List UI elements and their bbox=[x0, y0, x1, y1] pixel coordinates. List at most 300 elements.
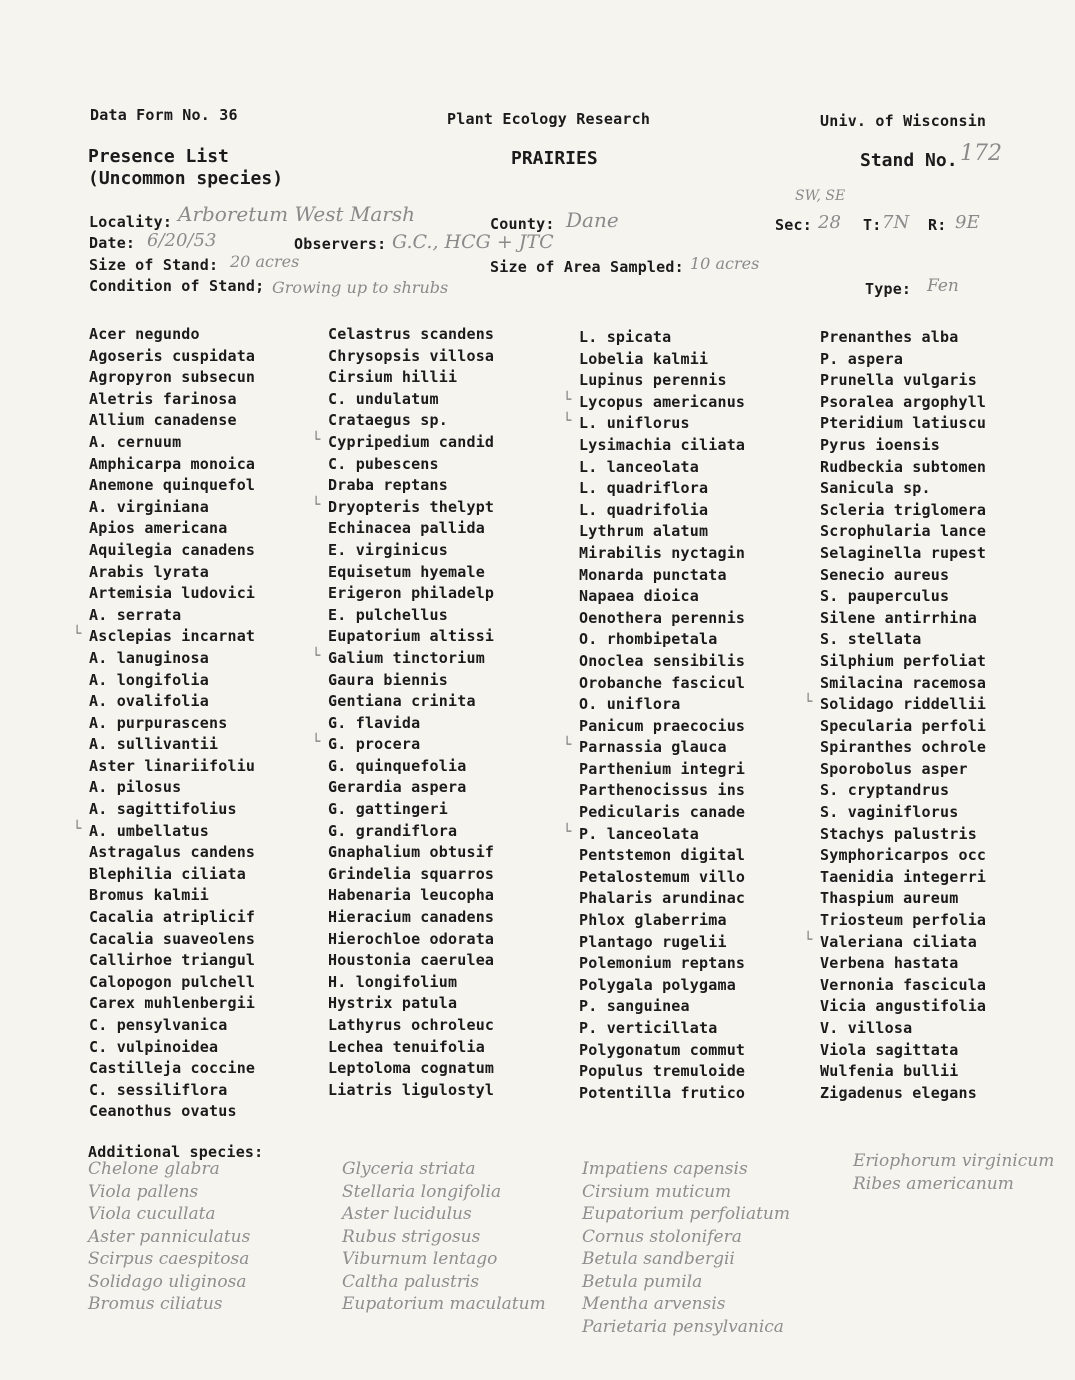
species-row bbox=[328, 929, 494, 951]
species-name: L. quadriflora bbox=[579, 479, 709, 498]
species-row bbox=[820, 370, 986, 392]
additional-species-item: Cirsium muticum bbox=[582, 1181, 732, 1202]
date-label: Date: bbox=[89, 234, 136, 252]
category-title: PRAIRIES bbox=[511, 148, 598, 169]
species-name: S. pauperculus bbox=[820, 587, 950, 606]
species-row bbox=[89, 518, 255, 540]
species-name: Mirabilis nyctagin bbox=[579, 543, 746, 562]
species-row bbox=[820, 1083, 986, 1105]
species-row bbox=[579, 1018, 745, 1040]
species-row bbox=[579, 370, 745, 392]
county-label: County: bbox=[490, 215, 555, 233]
species-row bbox=[328, 1080, 494, 1102]
species-row bbox=[820, 1061, 986, 1083]
species-row bbox=[328, 518, 494, 540]
species-name: Vicia angustifolia bbox=[820, 997, 987, 1016]
additional-species-column-4 bbox=[853, 1150, 1054, 1195]
species-name: Gaura biennis bbox=[328, 670, 448, 689]
species-name: Lythrum alatum bbox=[579, 522, 709, 541]
species-name: Panicum praecocius bbox=[579, 716, 746, 735]
species-name: Agropyron subsecun bbox=[89, 368, 256, 387]
species-name: Anemone quinquefol bbox=[89, 476, 256, 495]
species-row bbox=[820, 651, 986, 673]
species-name: Rudbeckia subtomen bbox=[820, 457, 987, 476]
species-name: Oenothera perennis bbox=[579, 608, 746, 627]
species-row bbox=[563, 737, 745, 759]
species-row bbox=[89, 1015, 255, 1037]
species-name: Galium tinctorium bbox=[328, 648, 485, 667]
species-column-4 bbox=[804, 327, 987, 1104]
species-name: Dryopteris thelypt bbox=[328, 497, 495, 516]
species-row bbox=[579, 500, 745, 522]
check-mark-icon: └ bbox=[563, 737, 572, 754]
additional-species-item: Eupatorium maculatum bbox=[342, 1294, 546, 1314]
township-label: T: bbox=[863, 216, 882, 234]
additional-species-item: Mentha arvensis bbox=[582, 1294, 726, 1314]
species-row bbox=[328, 410, 494, 432]
species-row bbox=[328, 993, 494, 1015]
species-name: A. sagittifolius bbox=[89, 800, 237, 819]
species-name: G. quinquefolia bbox=[328, 756, 467, 775]
additional-species-item: Cornus stolonifera bbox=[582, 1226, 742, 1247]
species-row bbox=[89, 972, 255, 994]
additional-species-item: Aster lucidulus bbox=[342, 1204, 472, 1224]
type-value: Fen bbox=[927, 276, 959, 296]
species-name: Pentstemon digital bbox=[579, 846, 746, 865]
species-name: P. sanguinea bbox=[579, 997, 690, 1016]
species-row bbox=[89, 842, 255, 864]
species-row bbox=[89, 1037, 255, 1059]
species-row bbox=[579, 975, 745, 997]
additional-species-item: Aster panniculatus bbox=[88, 1226, 251, 1247]
species-row bbox=[820, 824, 986, 846]
species-name: Apios americana bbox=[89, 519, 228, 538]
species-row bbox=[328, 1015, 494, 1037]
species-row bbox=[89, 713, 255, 735]
species-row bbox=[328, 842, 494, 864]
species-row bbox=[328, 346, 494, 368]
species-row bbox=[820, 802, 986, 824]
additional-species-item: Rubus strigosus bbox=[342, 1226, 481, 1247]
check-mark-icon: └ bbox=[804, 694, 813, 711]
species-row bbox=[820, 435, 986, 457]
species-row bbox=[579, 457, 745, 479]
species-row bbox=[89, 605, 255, 627]
additional-species-column-1 bbox=[88, 1158, 250, 1316]
species-name: G. flavida bbox=[328, 713, 421, 732]
species-name: Prenanthes alba bbox=[820, 328, 959, 346]
additional-species-item: Chelone glabra bbox=[88, 1159, 220, 1179]
additional-species-item: Glyceria striata bbox=[342, 1159, 476, 1179]
species-row bbox=[820, 608, 986, 630]
species-row bbox=[563, 413, 745, 435]
species-name: Wulfenia bullii bbox=[820, 1062, 959, 1081]
species-row bbox=[579, 349, 745, 371]
species-row bbox=[89, 993, 255, 1015]
additional-species-item: Viola pallens bbox=[88, 1181, 199, 1202]
species-row bbox=[89, 907, 255, 929]
species-name: Amphicarpa monoica bbox=[89, 454, 256, 473]
check-mark-icon: └ bbox=[73, 820, 82, 837]
species-row bbox=[820, 586, 986, 608]
species-name: Calopogon pulchell bbox=[89, 972, 256, 991]
species-name: Lathyrus ochroleuc bbox=[328, 1016, 495, 1034]
species-name: Castilleja coccine bbox=[89, 1059, 256, 1078]
species-row bbox=[579, 996, 745, 1018]
species-name: Blephilia ciliata bbox=[89, 864, 246, 883]
species-row bbox=[579, 565, 745, 587]
species-name: Solidago riddellii bbox=[820, 695, 987, 714]
species-row bbox=[328, 367, 494, 389]
species-row bbox=[89, 454, 255, 476]
species-row bbox=[579, 629, 745, 651]
species-name: A. serrata bbox=[89, 605, 182, 624]
stand-number-label: Stand No. bbox=[860, 150, 958, 171]
species-name: Thaspium aureum bbox=[820, 889, 959, 908]
species-row bbox=[89, 864, 255, 886]
species-row bbox=[579, 608, 745, 630]
species-name: A. sullivantii bbox=[89, 735, 219, 754]
check-mark-icon: └ bbox=[563, 823, 572, 840]
species-row bbox=[579, 1083, 745, 1105]
species-name: Astragalus candens bbox=[89, 843, 256, 862]
species-name: L. quadrifolia bbox=[579, 500, 709, 519]
species-row bbox=[73, 820, 255, 843]
species-row bbox=[820, 673, 986, 695]
additional-species-label: Additional species: bbox=[88, 1143, 264, 1161]
additional-species-column-3 bbox=[582, 1158, 790, 1338]
species-name: O. rhombipetala bbox=[579, 630, 718, 649]
additional-species-item: Parietaria pensylvanica bbox=[582, 1316, 784, 1337]
species-name: Silphium perfoliat bbox=[820, 651, 987, 670]
species-row bbox=[579, 867, 745, 889]
date-value: 6/20/53 bbox=[147, 230, 217, 251]
species-name: Symphoricarpos occ bbox=[820, 846, 987, 865]
species-row bbox=[820, 867, 986, 889]
species-name: Lechea tenuifolia bbox=[328, 1037, 485, 1056]
size-of-area-value: 10 acres bbox=[690, 254, 760, 273]
sec-label: Sec: bbox=[775, 216, 812, 234]
species-row bbox=[328, 907, 494, 929]
species-name: G. procera bbox=[328, 735, 421, 754]
species-row bbox=[89, 410, 255, 432]
species-row bbox=[579, 716, 745, 738]
species-name: P. lanceolata bbox=[579, 824, 699, 843]
species-row bbox=[563, 823, 745, 846]
species-row bbox=[89, 670, 255, 692]
species-name: Bromus kalmii bbox=[89, 886, 209, 905]
sec-annotation: SW, SE bbox=[795, 188, 846, 204]
species-name: Erigeron philadelp bbox=[328, 584, 495, 603]
species-row bbox=[579, 651, 745, 673]
species-row bbox=[89, 324, 255, 346]
species-row bbox=[89, 777, 255, 799]
species-name: Parthenium integri bbox=[579, 759, 746, 778]
species-name: S. cryptandrus bbox=[820, 781, 950, 800]
additional-species-item: Bromus ciliatus bbox=[88, 1294, 223, 1314]
species-name: Cacalia suaveolens bbox=[89, 929, 256, 948]
species-row bbox=[820, 543, 986, 565]
species-name: V. villosa bbox=[820, 1019, 913, 1037]
species-name: P. aspera bbox=[820, 349, 904, 368]
species-row bbox=[820, 521, 986, 543]
species-name: Ceanothus ovatus bbox=[89, 1102, 237, 1121]
observers-label: Observers: bbox=[294, 235, 387, 253]
species-row bbox=[312, 496, 495, 519]
species-row bbox=[312, 734, 494, 756]
species-row bbox=[820, 845, 986, 867]
check-mark-icon: └ bbox=[563, 391, 572, 408]
species-row bbox=[328, 777, 494, 799]
species-name: Liatris ligulostyl bbox=[328, 1080, 495, 1099]
species-name: A. lanuginosa bbox=[89, 648, 209, 667]
species-name: Parnassia glauca bbox=[579, 738, 727, 757]
species-name: Allium canadense bbox=[89, 411, 237, 430]
check-mark-icon: └ bbox=[563, 413, 572, 430]
species-row bbox=[579, 1040, 745, 1062]
check-mark-icon: └ bbox=[73, 626, 82, 643]
species-name: Gentiana crinita bbox=[328, 692, 476, 711]
species-row bbox=[73, 626, 256, 648]
species-name: Lupinus perennis bbox=[579, 371, 727, 390]
species-column-2 bbox=[312, 324, 495, 1101]
species-column-1 bbox=[73, 324, 256, 1123]
species-row bbox=[328, 691, 494, 713]
species-name: Gnaphalium obtusif bbox=[328, 843, 495, 862]
check-mark-icon: └ bbox=[804, 931, 813, 948]
species-row bbox=[579, 694, 745, 716]
observers-value: G.C., HCG + JTC bbox=[392, 231, 554, 253]
additional-species-item: Betula pumila bbox=[582, 1271, 703, 1292]
species-name: Aletris farinosa bbox=[89, 389, 237, 408]
species-name: Valeriana ciliata bbox=[820, 932, 977, 951]
species-name: C. pensylvanica bbox=[89, 1016, 228, 1034]
species-name: Vernonia fascicula bbox=[820, 975, 987, 994]
type-label: Type: bbox=[865, 280, 912, 298]
additional-species-item: Scirpus caespitosa bbox=[88, 1249, 250, 1269]
species-name: Gerardia aspera bbox=[328, 778, 467, 797]
stand-number-value: 172 bbox=[960, 141, 1002, 166]
species-name: Polygonatum commut bbox=[579, 1040, 746, 1059]
species-row bbox=[328, 713, 494, 735]
species-row bbox=[328, 475, 494, 497]
additional-species-item: Caltha palustris bbox=[342, 1271, 480, 1292]
species-name: Selaginella rupest bbox=[820, 543, 987, 562]
species-row bbox=[579, 327, 745, 349]
size-of-stand-label: Size of Stand: bbox=[89, 256, 219, 274]
species-name: Smilacina racemosa bbox=[820, 673, 987, 692]
additional-species-item: Stellaria longifolia bbox=[342, 1181, 502, 1202]
species-row bbox=[328, 454, 494, 476]
species-name: Scleria triglomera bbox=[820, 500, 987, 519]
species-row bbox=[804, 694, 987, 716]
species-name: Sanicula sp. bbox=[820, 479, 931, 498]
species-row bbox=[820, 953, 986, 975]
range-value: 9E bbox=[955, 212, 980, 233]
species-row bbox=[328, 389, 494, 411]
species-name: A. ovalifolia bbox=[89, 692, 209, 711]
check-mark-icon: └ bbox=[312, 496, 321, 513]
species-row bbox=[89, 1101, 255, 1123]
species-name: Populus tremuloide bbox=[579, 1062, 746, 1081]
species-name: Silene antirrhina bbox=[820, 608, 977, 627]
species-name: G. gattingeri bbox=[328, 800, 448, 819]
species-name: Viola sagittata bbox=[820, 1040, 959, 1059]
condition-label: Condition of Stand; bbox=[89, 277, 265, 295]
species-row bbox=[579, 932, 745, 954]
form-number: Data Form No. 36 bbox=[90, 106, 238, 124]
species-name: A. cernuum bbox=[89, 432, 182, 451]
species-name: S. vaginiflorus bbox=[820, 803, 959, 822]
species-name: Phalaris arundinac bbox=[579, 889, 746, 908]
additional-species-item: Viburnum lentago bbox=[342, 1249, 498, 1269]
species-row bbox=[579, 435, 745, 457]
species-row bbox=[579, 845, 745, 867]
species-name: C. undulatum bbox=[328, 389, 439, 408]
township-value: 7N bbox=[882, 212, 910, 233]
species-name: Equisetum hyemale bbox=[328, 562, 485, 581]
species-row bbox=[820, 327, 986, 349]
additional-species-item: Solidago uliginosa bbox=[88, 1271, 247, 1292]
species-name: Asclepias incarnat bbox=[89, 627, 256, 646]
species-row bbox=[820, 1040, 986, 1062]
species-row bbox=[89, 756, 255, 778]
locality-value: Arboretum West Marsh bbox=[178, 202, 416, 226]
species-row bbox=[328, 885, 494, 907]
species-row bbox=[328, 1037, 494, 1059]
species-row bbox=[820, 888, 986, 910]
condition-value: Growing up to shrubs bbox=[272, 278, 449, 297]
additional-species-item: Ribes americanum bbox=[853, 1173, 1014, 1194]
species-name: L. uniflorus bbox=[579, 414, 690, 433]
species-row bbox=[89, 1058, 255, 1080]
species-name: E. virginicus bbox=[328, 540, 448, 559]
species-row bbox=[328, 950, 494, 972]
species-name: Habenaria leucopha bbox=[328, 886, 495, 905]
species-row bbox=[89, 950, 255, 972]
species-name: Pyrus ioensis bbox=[820, 435, 940, 454]
species-row bbox=[328, 821, 494, 843]
species-row bbox=[328, 562, 494, 584]
species-column-3 bbox=[563, 327, 746, 1104]
species-row bbox=[89, 367, 255, 389]
species-row bbox=[820, 759, 986, 781]
species-row bbox=[579, 802, 745, 824]
species-name: Grindelia squarros bbox=[328, 864, 495, 883]
species-name: Leptoloma cognatum bbox=[328, 1059, 495, 1078]
size-of-area-label: Size of Area Sampled: bbox=[490, 258, 684, 276]
species-name: Plantago rugelii bbox=[579, 932, 727, 951]
species-name: Lycopus americanus bbox=[579, 392, 746, 411]
species-row bbox=[820, 349, 986, 371]
species-name: Callirhoe triangul bbox=[89, 951, 256, 970]
species-name: Potentilla frutico bbox=[579, 1083, 746, 1102]
species-row bbox=[579, 543, 745, 565]
species-name: C. sessiliflora bbox=[89, 1080, 228, 1099]
species-row bbox=[312, 431, 495, 454]
species-name: Draba reptans bbox=[328, 476, 448, 495]
species-name: E. pulchellus bbox=[328, 605, 448, 624]
species-name: P. verticillata bbox=[579, 1019, 718, 1037]
check-mark-icon: └ bbox=[312, 647, 321, 664]
species-name: Monarda punctata bbox=[579, 565, 727, 584]
species-name: Celastrus scandens bbox=[328, 325, 495, 343]
species-row bbox=[89, 475, 255, 497]
species-row bbox=[89, 562, 255, 584]
species-row bbox=[579, 953, 745, 975]
species-name: C. vulpinoidea bbox=[89, 1037, 219, 1056]
species-row bbox=[820, 975, 986, 997]
species-row bbox=[89, 389, 255, 411]
species-row bbox=[328, 799, 494, 821]
species-row bbox=[579, 780, 745, 802]
species-row bbox=[328, 540, 494, 562]
page-subtitle: (Uncommon species) bbox=[88, 168, 284, 189]
species-name: Onoclea sensibilis bbox=[579, 651, 746, 670]
check-mark-icon: └ bbox=[312, 431, 321, 448]
species-name: Pteridium latiuscu bbox=[820, 414, 987, 433]
species-name: Parthenocissus ins bbox=[579, 781, 746, 800]
species-name: Specularia perfoli bbox=[820, 716, 987, 735]
species-row bbox=[820, 716, 986, 738]
species-name: Eupatorium altissi bbox=[328, 627, 495, 646]
species-row bbox=[579, 478, 745, 500]
species-name: Lysimachia ciliata bbox=[579, 435, 746, 454]
species-name: Echinacea pallida bbox=[328, 519, 485, 538]
additional-species-item: Eriophorum virginicum bbox=[853, 1151, 1055, 1171]
species-name: Cypripedium candid bbox=[328, 432, 495, 451]
species-name: Psoralea argophyll bbox=[820, 392, 987, 411]
additional-species-column-2 bbox=[342, 1158, 546, 1316]
species-name: Polygala polygama bbox=[579, 975, 736, 994]
species-name: Artemisia ludovici bbox=[89, 584, 256, 603]
species-name: Cacalia atriplicif bbox=[89, 908, 256, 927]
species-name: A. pilosus bbox=[89, 778, 182, 797]
species-row bbox=[579, 521, 745, 543]
species-name: A. purpurascens bbox=[89, 713, 228, 732]
species-row bbox=[820, 737, 986, 759]
species-row bbox=[579, 910, 745, 932]
species-row bbox=[328, 756, 494, 778]
species-name: Houstonia caerulea bbox=[328, 951, 495, 970]
species-name: O. uniflora bbox=[579, 695, 681, 714]
species-row bbox=[820, 1018, 986, 1040]
species-name: Agoseris cuspidata bbox=[89, 346, 256, 365]
county-value: Dane bbox=[566, 208, 619, 232]
species-name: A. longifolia bbox=[89, 670, 209, 689]
range-label: R: bbox=[928, 216, 947, 234]
species-name: G. grandiflora bbox=[328, 821, 458, 840]
species-name: Lobelia kalmii bbox=[579, 349, 709, 368]
species-row bbox=[328, 605, 494, 627]
species-name: Phlox glaberrima bbox=[579, 911, 727, 930]
species-name: Prunella vulgaris bbox=[820, 371, 977, 390]
species-row bbox=[820, 565, 986, 587]
species-row bbox=[312, 647, 494, 670]
size-of-stand-value: 20 acres bbox=[230, 252, 300, 271]
species-row bbox=[820, 478, 986, 500]
species-row bbox=[89, 929, 255, 951]
species-row bbox=[579, 1061, 745, 1083]
species-row bbox=[820, 910, 986, 932]
species-row bbox=[804, 931, 986, 954]
additional-species-item: Betula sandbergii bbox=[582, 1249, 735, 1269]
species-row bbox=[89, 799, 255, 821]
species-name: Acer negundo bbox=[89, 325, 200, 343]
species-row bbox=[328, 670, 494, 692]
species-row bbox=[820, 392, 986, 414]
locality-label: Locality: bbox=[89, 213, 173, 231]
